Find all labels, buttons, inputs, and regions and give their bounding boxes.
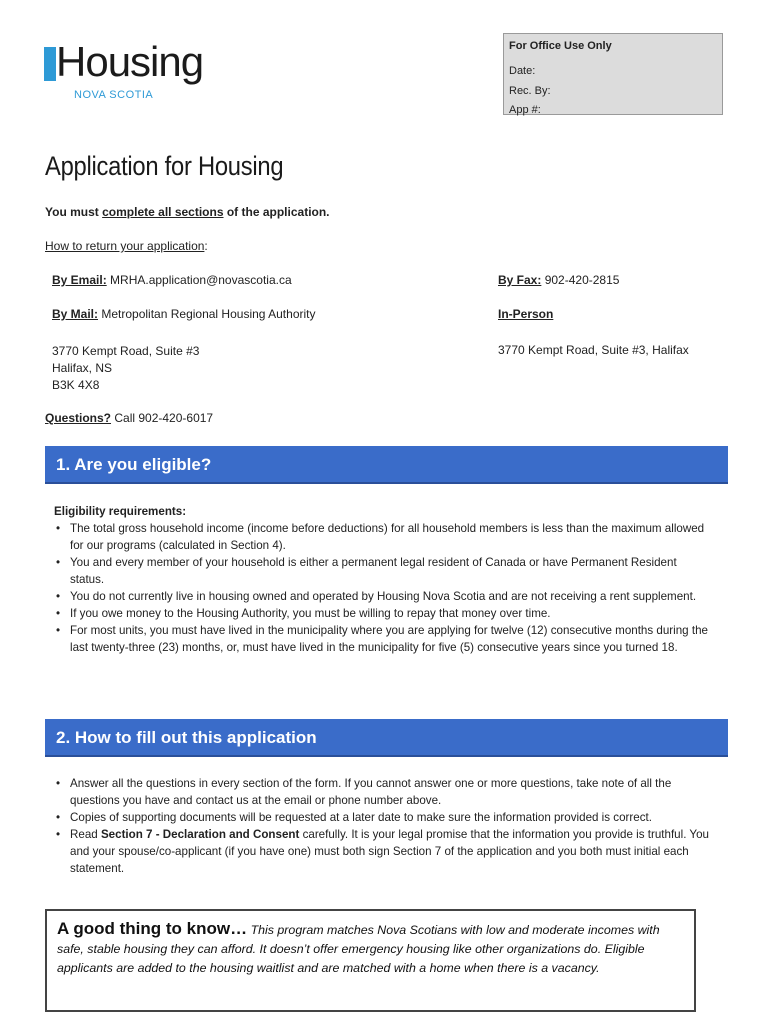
eligibility-list [54, 520, 714, 656]
page-title: Application for Housing [45, 151, 284, 181]
instructions-block [54, 775, 718, 877]
in-person-address: 3770 Kempt Road, Suite #3, Halifax [498, 343, 689, 357]
good-thing-heading: A good thing to know… [57, 919, 248, 938]
logo-subtitle: NOVA SCOTIA [74, 89, 154, 101]
list-item: • You do not currently live in housing owned and operated by Housing Nova Scotia and are not receiving a rent supplement. [54, 588, 714, 605]
office-rec-label: Rec. By: [509, 85, 551, 97]
email-address[interactable]: MRHA.application@novascotia.ca [110, 273, 292, 287]
logo-word: Housing [56, 38, 204, 85]
list-item: • For most units, you must have lived in the municipality where you are applying for twelve (12) consecutive months during the last twenty-three (23) months, or, must have lived in the municipality for five (5) consecutive years since you turned 18. [54, 622, 714, 656]
eligibility-label: Eligibility requirements: [54, 505, 187, 518]
office-app-label: App #: [509, 104, 541, 116]
instructions-list [54, 775, 718, 877]
how-to-return-heading: How to return your application: [45, 239, 208, 253]
section-1-banner: 1. Are you eligible? [45, 446, 728, 484]
office-use-box [503, 33, 723, 115]
list-item: • You and every member of your household is either a permanent legal resident of Canada or have Permanent Resident status. [54, 554, 714, 588]
housing-nova-scotia-logo [44, 38, 204, 104]
email-line: By Email: MRHA.application@novascotia.ca [52, 273, 292, 287]
logo-door-icon [44, 47, 56, 81]
questions-line: Questions? Call 902-420-6017 [45, 411, 214, 425]
good-thing-body: This program matches Nova Scotians with low and moderate incomes with safe, stable housing they can afford. It doesn’t offer emergency housing like other organizations do. Eligible applicants are added to the housing waitlist and are matched with a home when there is a vacancy. [57, 923, 660, 975]
list-item: • If you owe money to the Housing Authority, you must be willing to repay that money over time. [54, 605, 714, 622]
mail-line: By Mail: Metropolitan Regional Housing Authority [52, 307, 316, 321]
office-use-title: For Office Use Only [509, 40, 612, 52]
list-item: • Copies of supporting documents will be requested at a later date to make sure the information provided is correct. [54, 809, 718, 826]
office-date-label: Date: [509, 65, 536, 77]
mail-address: 3770 Kempt Road, Suite #3 Halifax, NS B3K 4X8 [52, 344, 200, 392]
good-thing-to-know-box [45, 909, 696, 1012]
list-item: • The total gross household income (income before deductions) for all household members is less than the maximum allowed for our programs (calculated in Section 4). [54, 520, 714, 554]
in-person-label: In-Person [498, 307, 554, 321]
section-2-banner: 2. How to fill out this application [45, 719, 728, 757]
fax-line: By Fax: 902-420-2815 [498, 273, 620, 287]
list-item: • Read Section 7 - Declaration and Consent carefully. It is your legal promise that the information you provide is truthful. You and your spouse/co-applicant (if you have one) must both sign Section 7 of the application and you both must initial each statement. [54, 826, 718, 877]
eligibility-block [54, 503, 714, 656]
complete-all-notice: You must complete all sections of the application. [45, 205, 330, 219]
list-item: • Answer all the questions in every section of the form. If you cannot answer one or more questions, take note of all the questions you have and contact us at the email or phone number above. [54, 775, 718, 809]
